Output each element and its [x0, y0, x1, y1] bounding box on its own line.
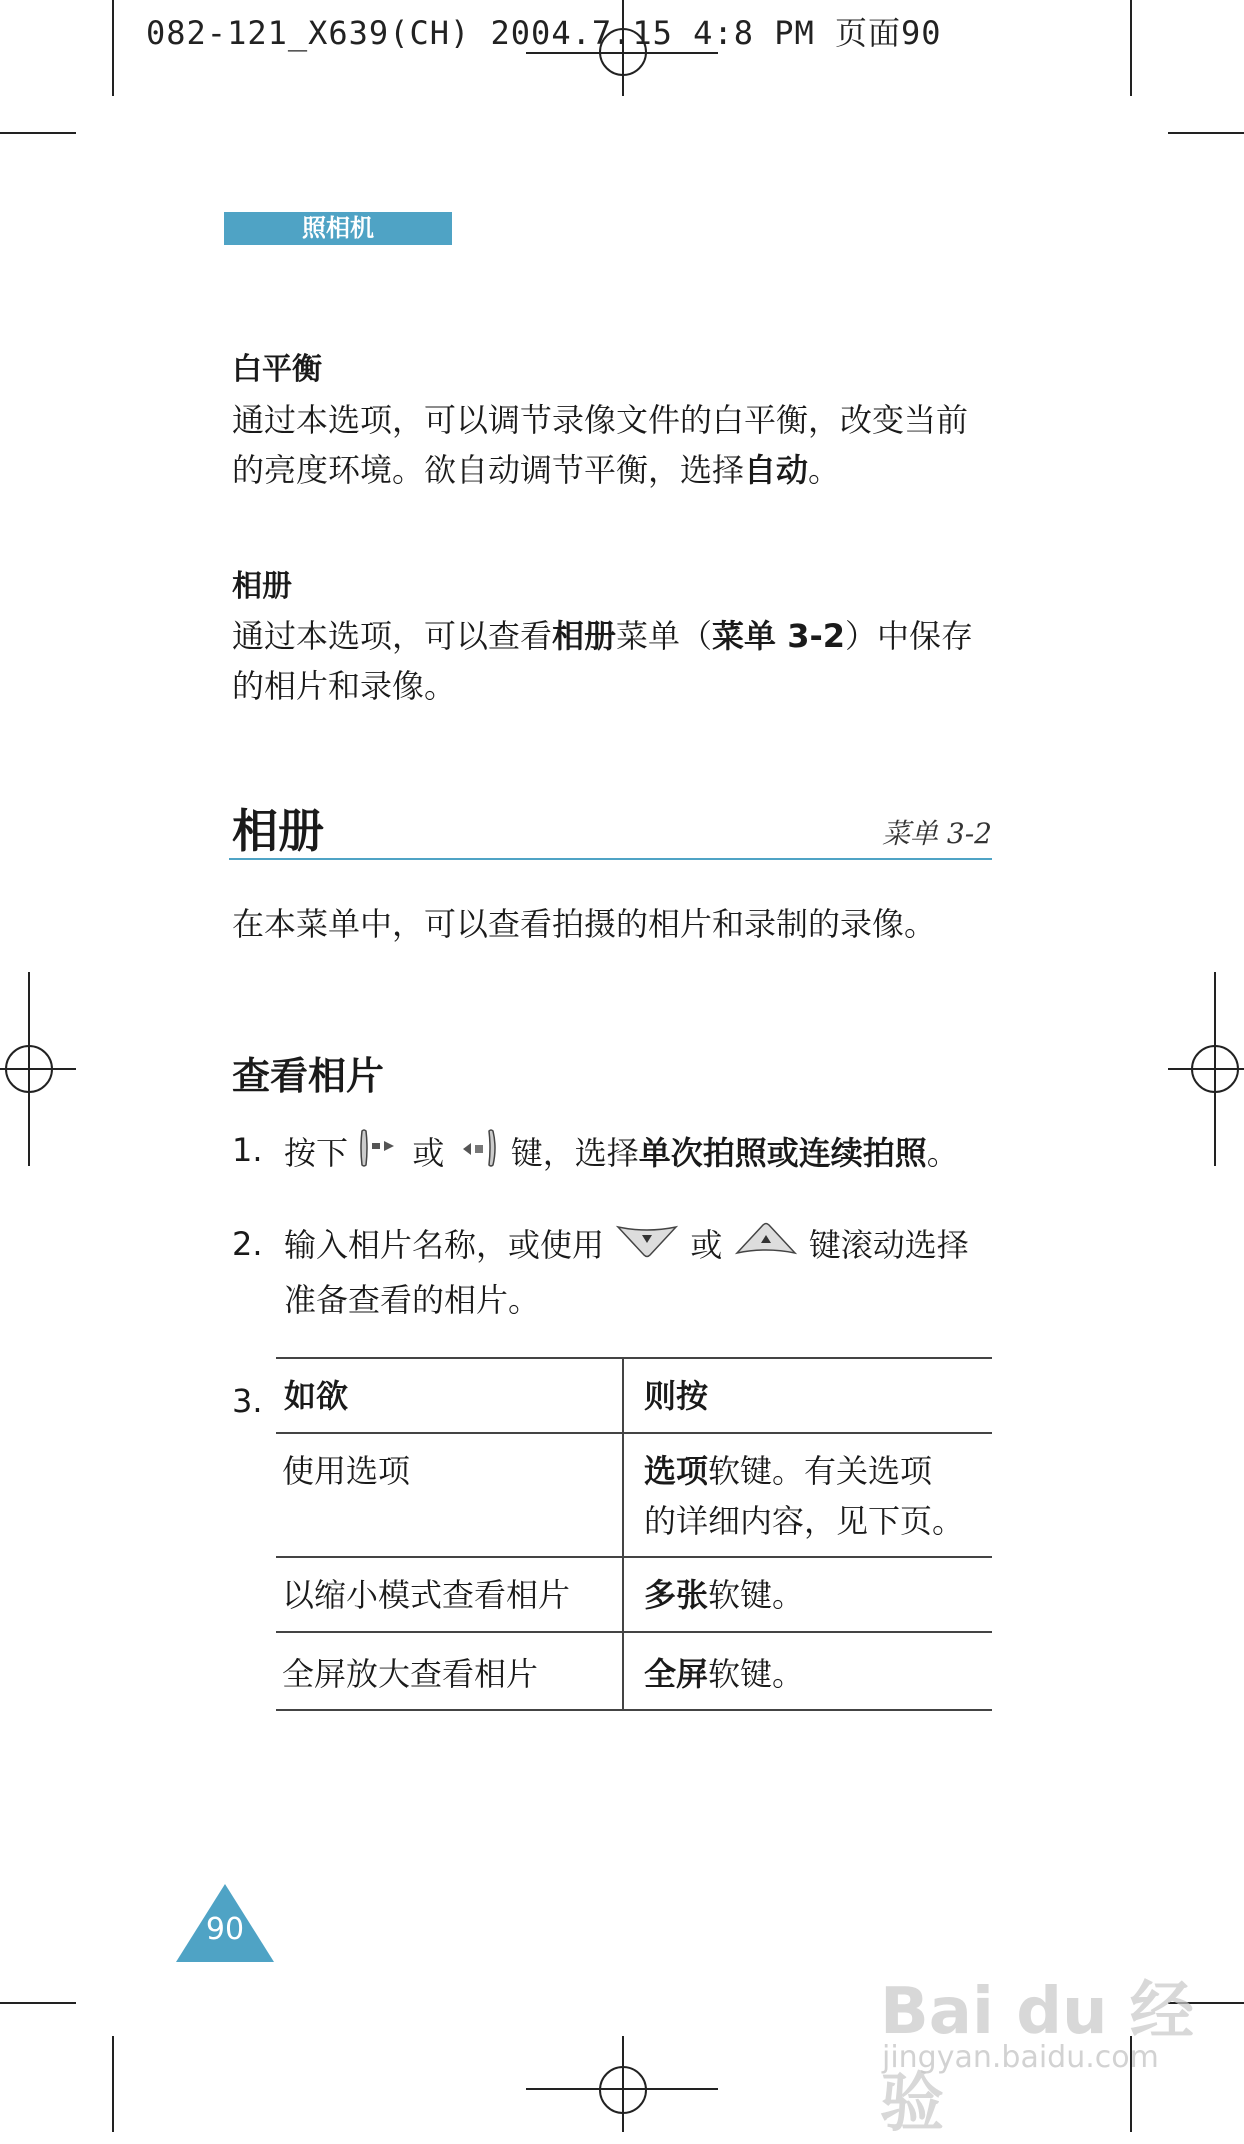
album-option-heading: 相册: [232, 569, 292, 604]
left-soft-key-icon: [358, 1125, 402, 1185]
white-balance-line-2: 的亮度环境。欲自动调节平衡，选择自动。: [232, 451, 841, 489]
registration-mark: [599, 2066, 647, 2114]
print-header: 082-121_X639(CH) 2004.7.15 4:8 PM 页面90: [146, 14, 942, 52]
watermark-url: jingyan.baidu.com: [882, 2040, 1159, 2075]
table-cell-key: 选项软键。有关选项 的详细内容，见下页。: [644, 1452, 965, 1540]
section-intro: 在本菜单中，可以查看拍摄的相片和录制的录像。: [232, 905, 937, 943]
crop-mark: [0, 132, 76, 134]
table-row: [276, 1633, 992, 1711]
up-key-icon: [733, 1219, 799, 1275]
table-header-row: [276, 1359, 992, 1434]
table-row: [276, 1434, 992, 1558]
step-1-number: 1.: [232, 1131, 263, 1169]
section-title: 相册: [232, 804, 324, 858]
crop-mark: [0, 2002, 76, 2004]
table-cell-key: 多张软键。: [644, 1576, 805, 1614]
table-row: [276, 1558, 992, 1633]
table-header-key: 则按: [644, 1377, 709, 1415]
down-key-icon: [614, 1219, 680, 1275]
album-option-line-2: 的相片和录像。: [232, 667, 457, 705]
chapter-tag: 照相机: [224, 212, 452, 245]
step-2-line-1: 输入相片名称，或使用 或 键滚动选择: [284, 1219, 1004, 1275]
crop-mark: [1168, 132, 1244, 134]
menu-reference: 菜单 3-2: [882, 817, 992, 850]
crop-mark: [112, 0, 114, 96]
album-option-line-1: 通过本选项，可以查看相册菜单（菜单 3-2）中保存: [232, 617, 974, 655]
table-cell-key: 全屏软键。: [644, 1655, 805, 1693]
registration-mark: [526, 2088, 718, 2090]
watermark-logo: Bai du 经验: [880, 1975, 1194, 2141]
registration-mark: [1168, 1068, 1244, 1070]
table-header-action: 如欲: [284, 1377, 349, 1415]
step-3-number: 3.: [232, 1382, 263, 1420]
album-option-text: [232, 611, 992, 711]
right-soft-key-icon: [455, 1125, 501, 1185]
registration-mark: [0, 1068, 76, 1070]
step-2-text: [284, 1219, 1004, 1325]
section-divider: [229, 858, 992, 860]
table-cell-action: 以缩小模式查看相片: [282, 1576, 571, 1614]
crop-mark: [1130, 0, 1132, 96]
step-1-text: 按下 或 键，选择单次拍照或连续拍照。: [284, 1125, 1004, 1185]
view-photos-heading: 查看相片: [232, 1054, 385, 1098]
white-balance-heading: 白平衡: [232, 352, 322, 387]
options-table: [276, 1357, 992, 1711]
step-2-line-2: 准备查看的相片。: [284, 1281, 541, 1319]
step-2-number: 2.: [232, 1225, 263, 1263]
table-cell-action: 使用选项: [282, 1452, 411, 1490]
page-number: 90: [205, 1912, 245, 1947]
table-cell-action: 全屏放大查看相片: [282, 1655, 539, 1693]
crop-mark: [112, 2036, 114, 2132]
white-balance-text: [232, 395, 992, 495]
white-balance-line-1: 通过本选项，可以调节录像文件的白平衡，改变当前: [232, 401, 969, 439]
